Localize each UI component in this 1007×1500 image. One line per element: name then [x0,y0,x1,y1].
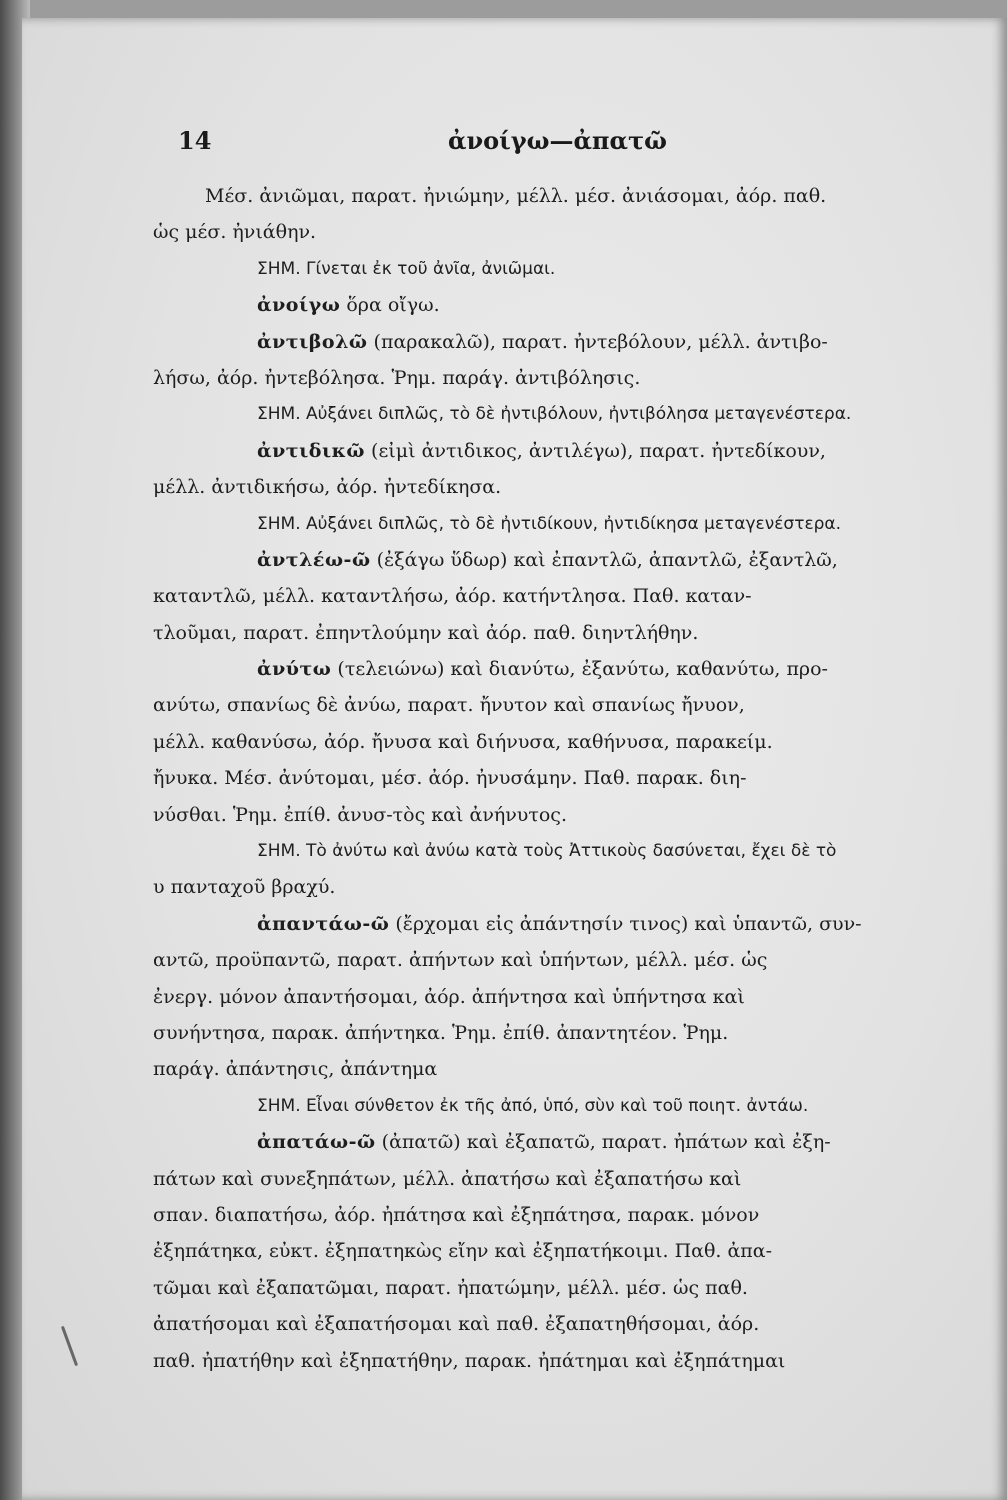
line-text: σπαν. διαπατήσω, ἀόρ. ἠπάτησα καὶ ἐξηπάτησα, παρακ. μόνον [153,1203,760,1226]
running-head: ἀνοίγω—ἀπατῶ [448,126,667,155]
continuation-line [153,360,960,396]
line-text: (τελειώνω) καὶ διανύτω, ἐξανύτω, καθανύτω, προ- [337,658,828,681]
page-header [0,120,1007,160]
line-text: μέλλ. καθανύσω, ἀόρ. ἤνυσα καὶ διήνυσα, καθήνυσα, παρακείμ. [153,730,773,753]
entry-line [205,324,960,360]
continuation-line [153,797,960,833]
line-text: ἀπατήσομαι καὶ ἐξαπατήσομαι καὶ παθ. ἐξαπατηθήσομαι, ἀόρ. [153,1313,760,1336]
lemma-headword: ἀπατάω-ῶ [257,1131,376,1154]
continuation-line [153,1015,960,1051]
entry-line [205,651,960,687]
line-text: (ἐξάγω ὕδωρ) καὶ ἐπαντλῶ, ἀπαντλῶ, ἐξαντλῶ, [376,548,838,571]
continuation-line [153,214,960,250]
lemma-headword: ἀντιβολῶ [257,330,368,353]
line-text: (παρακαλῶ), παρατ. ἠντεβόλουν, μέλλ. ἀντιβο- [373,330,828,353]
line-text: ἤνυκα. Μέσ. ἀνύτομαι, μέσ. ἀόρ. ἠνυσάμην. Παθ. παρακ. διη- [153,767,747,790]
note-line [205,396,960,432]
line-text: καταντλῶ, μέλλ. καταντλήσω, ἀόρ. κατήντλησα. Παθ. καταν- [153,585,752,608]
continuation-line [153,1161,960,1197]
line-text: ΣΗΜ. Τὸ ἀνύτω καὶ ἀνύω κατὰ τοὺς Ἀττικοὺς δασύνεται, ἔχει δὲ τὸ [257,841,837,862]
line-text: παράγ. ἀπάντησις, ἀπάντημα [153,1058,438,1081]
note-line [205,251,960,287]
continuation-line [153,760,960,796]
line-text: συνήντησα, παρακ. ἀπήντηκα. Ῥημ. ἐπίθ. ἀπαντητέον. Ῥημ. [153,1021,729,1044]
line-text: μέλλ. ἀντιδικήσω, ἀόρ. ἠντεδίκησα. [153,476,502,499]
continuation-line [153,1233,960,1269]
dictionary-entries [153,178,960,1379]
page-number: 14 [178,126,212,155]
line-text: (ἀπατῶ) καὶ ἐξαπατῶ, παρατ. ἠπάτων καὶ ἐξη- [381,1131,831,1154]
line-text: αντῶ, προϋπαντῶ, παρατ. ἀπήντων καὶ ὑπήντων, μέλλ. μέσ. ὡς [153,949,768,972]
continuation-line [153,1270,960,1306]
line-text: ἐνεργ. μόνον ἀπαντήσομαι, ἀόρ. ἀπήντησα καὶ ὑπήντησα καὶ [153,985,745,1008]
line-text: ἐξηπάτηκα, εὐκτ. ἐξηπατηκὼς εἴην καὶ ἐξηπατήκοιμι. Παθ. ἀπα- [153,1240,773,1263]
line-text: υ πανταχοῦ βραχύ. [153,876,336,899]
continuation-line [153,1197,960,1233]
line-text: ὅρα οἴγω. [346,294,440,317]
note-line [205,1088,960,1124]
entry-line [205,542,960,578]
continuation-line [153,1051,960,1087]
continuation-line [153,869,960,905]
line-text: λήσω, ἀόρ. ἠντεβόλησα. Ῥημ. παράγ. ἀντιβόλησις. [153,366,641,389]
continuation-line [153,615,960,651]
lemma-headword: ἀντλέω-ῶ [257,548,371,571]
line-text: νύσθαι. Ῥημ. ἐπίθ. ἀνυσ-τὸς καὶ ἀνήνυτος. [153,803,567,826]
note-line [205,833,960,869]
entry-line [205,1124,960,1160]
lemma-headword: ἀνοίγω [257,294,341,317]
lemma-headword: ἀνύτω [257,658,332,681]
line-text: Μέσ. ἀνιῶμαι, παρατ. ἠνιώμην, μέλλ. μέσ. ἀνιάσομαι, ἀόρ. παθ. [205,185,827,207]
line-text: ΣΗΜ. Γίνεται ἐκ τοῦ ἀνῖα, ἀνιῶμαι. [257,258,556,279]
line-text: (εἰμὶ ἀντιδικος, ἀντιλέγω), παρατ. ἠντεδίκουν, [371,439,826,462]
line-text: (ἔρχομαι εἰς ἀπάντησίν τινος) καὶ ὑπαντῶ, συν- [395,912,862,935]
line-text: τλοῦμαι, παρατ. ἐπηντλούμην καὶ ἀόρ. παθ. διηντλήθην. [153,621,699,644]
note-line [205,506,960,542]
line-text: ΣΗΜ. Αὐξάνει διπλῶς, τὸ δὲ ἠντιδίκουν, ἠντιδίκησα μεταγενέστερα. [257,513,842,534]
continuation-line [153,942,960,978]
line-text: ΣΗΜ. Αὐξάνει διπλῶς, τὸ δὲ ἠντιβόλουν, ἠντιβόλησα μεταγενέστερα. [257,404,852,425]
continuation-line [153,687,960,723]
continuation-line [153,724,960,760]
entry-line [205,287,960,323]
entry-line [205,433,960,469]
continuation-line [153,1343,960,1379]
line-text: ὡς μέσ. ἠνιάθην. [153,221,317,244]
line-text: τῶμαι καὶ ἐξαπατῶμαι, παρατ. ἠπατώμην, μέλλ. μέσ. ὡς παθ. [153,1276,748,1299]
line-text: ανύτω, σπανίως δὲ ἀνύω, παρατ. ἤνυτον καὶ σπανίως ἤνυον, [153,694,745,717]
line-text: πάτων καὶ συνεξηπάτων, μέλλ. ἀπατήσω καὶ ἐξαπατήσω καὶ [153,1167,742,1190]
lemma-headword: ἀπαντάω-ῶ [257,912,390,935]
line-text: ΣΗΜ. Εἶναι σύνθετον ἐκ τῆς ἀπό, ὑπό, σὺν καὶ τοῦ ποιητ. ἀντάω. [257,1095,809,1116]
line-text: παθ. ἠπατήθην καὶ ἐξηπατήθην, παρακ. ἠπάτημαι καὶ ἐξηπάτημαι [153,1349,786,1372]
continuation-line [205,178,960,214]
entry-line [205,906,960,942]
continuation-line [153,1306,960,1342]
continuation-line [153,469,960,505]
lemma-headword: ἀντιδικῶ [257,439,365,462]
continuation-line [153,979,960,1015]
continuation-line [153,578,960,614]
